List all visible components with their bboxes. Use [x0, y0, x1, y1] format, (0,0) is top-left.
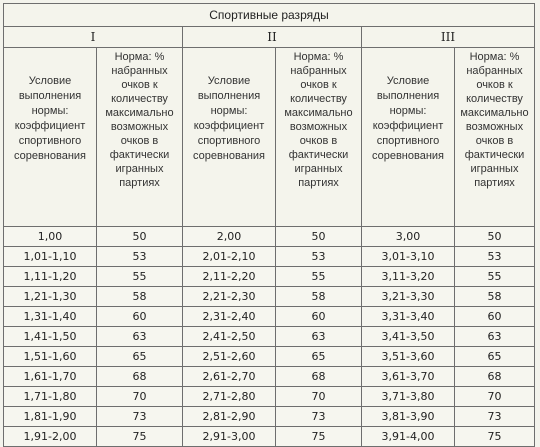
table-row: [4, 407, 535, 427]
table-row: [4, 427, 535, 447]
norm-cell: 70: [276, 387, 362, 407]
condition-cell: 2,91-3,00: [183, 427, 276, 447]
condition-cell: 3,21-3,30: [362, 287, 455, 307]
table-row: [4, 227, 535, 247]
norm-header: Норма: % набранных очков к количеству максимально возможных очков в фактически игранных партиях: [97, 48, 183, 227]
table-title: Спортивные разряды: [4, 4, 535, 27]
condition-cell: 1,81-1,90: [4, 407, 97, 427]
condition-cell: 2,51-2,60: [183, 347, 276, 367]
condition-cell: 1,51-1,60: [4, 347, 97, 367]
condition-cell: 1,21-1,30: [4, 287, 97, 307]
condition-cell: 3,61-3,70: [362, 367, 455, 387]
sports-ranks-table: [3, 3, 535, 447]
condition-header: Условие выполнения нормы: коэффициент спортивного соревнования: [4, 48, 97, 227]
norm-cell: 73: [276, 407, 362, 427]
norm-cell: 60: [276, 307, 362, 327]
condition-cell: 2,81-2,90: [183, 407, 276, 427]
grade-header-3: III: [362, 27, 535, 48]
norm-cell: 75: [455, 427, 535, 447]
condition-cell: 3,81-3,90: [362, 407, 455, 427]
norm-cell: 58: [276, 287, 362, 307]
sports-ranks-table-wrapper: [3, 3, 535, 447]
condition-cell: 2,61-2,70: [183, 367, 276, 387]
norm-cell: 75: [97, 427, 183, 447]
condition-header: Условие выполнения нормы: коэффициент спортивного соревнования: [362, 48, 455, 227]
condition-cell: 1,00: [4, 227, 97, 247]
condition-cell: 1,41-1,50: [4, 327, 97, 347]
condition-cell: 2,21-2,30: [183, 287, 276, 307]
norm-cell: 63: [97, 327, 183, 347]
condition-cell: 2,31-2,40: [183, 307, 276, 327]
norm-cell: 50: [455, 227, 535, 247]
norm-cell: 55: [97, 267, 183, 287]
table-row: [4, 267, 535, 287]
table-row: [4, 327, 535, 347]
condition-cell: 3,00: [362, 227, 455, 247]
norm-cell: 65: [276, 347, 362, 367]
table-row: [4, 387, 535, 407]
condition-cell: 1,61-1,70: [4, 367, 97, 387]
norm-cell: 50: [97, 227, 183, 247]
condition-cell: 1,71-1,80: [4, 387, 97, 407]
condition-cell: 2,01-2,10: [183, 247, 276, 267]
norm-cell: 55: [276, 267, 362, 287]
norm-cell: 55: [455, 267, 535, 287]
norm-cell: 70: [455, 387, 535, 407]
table-body: [4, 227, 535, 447]
norm-cell: 53: [97, 247, 183, 267]
norm-cell: 50: [276, 227, 362, 247]
table-row: [4, 307, 535, 327]
condition-cell: 3,51-3,60: [362, 347, 455, 367]
norm-cell: 68: [455, 367, 535, 387]
condition-cell: 1,01-1,10: [4, 247, 97, 267]
norm-header: Норма: % набранных очков к количеству максимально возможных очков в фактически игранных партиях: [455, 48, 535, 227]
condition-cell: 2,11-2,20: [183, 267, 276, 287]
condition-cell: 1,91-2,00: [4, 427, 97, 447]
table-row: [4, 247, 535, 267]
norm-cell: 58: [97, 287, 183, 307]
table-row: [4, 287, 535, 307]
condition-cell: 2,00: [183, 227, 276, 247]
norm-cell: 73: [97, 407, 183, 427]
condition-cell: 3,01-3,10: [362, 247, 455, 267]
norm-header: Норма: % набранных очков к количеству максимально возможных очков в фактически игранных партиях: [276, 48, 362, 227]
norm-cell: 63: [455, 327, 535, 347]
condition-cell: 1,11-1,20: [4, 267, 97, 287]
condition-cell: 3,41-3,50: [362, 327, 455, 347]
norm-cell: 65: [455, 347, 535, 367]
norm-cell: 75: [276, 427, 362, 447]
condition-cell: 3,11-3,20: [362, 267, 455, 287]
condition-cell: 3,91-4,00: [362, 427, 455, 447]
condition-cell: 2,71-2,80: [183, 387, 276, 407]
norm-cell: 65: [97, 347, 183, 367]
condition-cell: 2,41-2,50: [183, 327, 276, 347]
norm-cell: 60: [455, 307, 535, 327]
condition-cell: 1,31-1,40: [4, 307, 97, 327]
norm-cell: 70: [97, 387, 183, 407]
table-row: [4, 367, 535, 387]
norm-cell: 68: [97, 367, 183, 387]
norm-cell: 73: [455, 407, 535, 427]
norm-cell: 63: [276, 327, 362, 347]
norm-cell: 68: [276, 367, 362, 387]
norm-cell: 58: [455, 287, 535, 307]
grade-header-1: I: [4, 27, 183, 48]
condition-header: Условие выполнения нормы: коэффициент спортивного соревнования: [183, 48, 276, 227]
table-row: [4, 347, 535, 367]
norm-cell: 53: [276, 247, 362, 267]
condition-cell: 3,31-3,40: [362, 307, 455, 327]
grade-header-2: II: [183, 27, 362, 48]
condition-cell: 3,71-3,80: [362, 387, 455, 407]
norm-cell: 60: [97, 307, 183, 327]
norm-cell: 53: [455, 247, 535, 267]
